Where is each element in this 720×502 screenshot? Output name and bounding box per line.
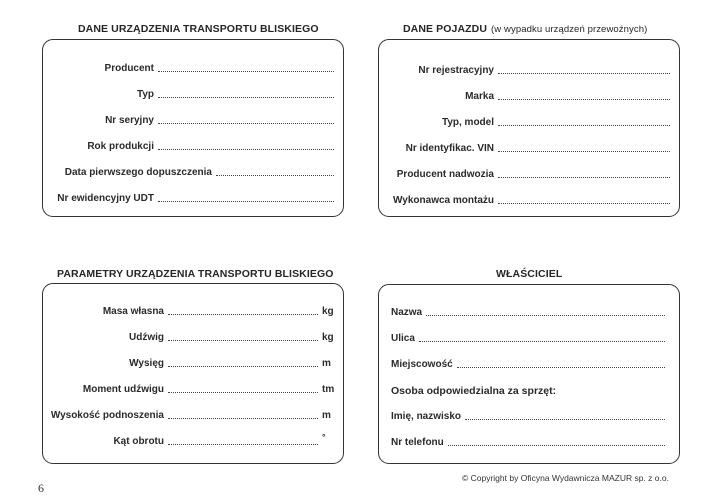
field-label: Miejscowość (391, 359, 453, 370)
fill-line[interactable] (158, 201, 334, 202)
field-label: Data pierwszego dopuszczenia (64, 167, 212, 178)
field-label: Rok produkcji (87, 141, 154, 152)
responsible-person-heading: Osoba odpowiedzialna za sprzęt: (391, 385, 557, 397)
owner-field-street[interactable] (391, 333, 665, 344)
vehicle-field-vin[interactable] (388, 143, 670, 154)
field-label: Nr ewidencyjny UDT (57, 193, 154, 204)
device-field-producer[interactable] (52, 63, 334, 74)
field-label: Kąt obrotu (113, 436, 164, 447)
field-label: Marka (465, 91, 494, 102)
owner-field-full-name[interactable] (391, 411, 665, 422)
device-field-type[interactable] (52, 89, 334, 100)
field-label: Wysięg (129, 358, 164, 369)
fill-line[interactable] (158, 123, 334, 124)
page-number: 6 (38, 481, 44, 495)
device-field-udt-number[interactable] (52, 193, 334, 204)
fill-line[interactable] (498, 203, 670, 204)
vehicle-section-title (403, 23, 647, 35)
field-label: Udźwig (129, 332, 164, 343)
vehicle-title: DANE POJAZDU (403, 23, 488, 35)
owner-field-name[interactable] (391, 307, 665, 318)
unit-label: m (322, 358, 331, 369)
fill-line[interactable] (448, 445, 665, 446)
fill-line[interactable] (168, 418, 318, 419)
fill-line[interactable] (426, 315, 665, 316)
unit-label: tm (322, 384, 335, 395)
param-field-lifting-height[interactable] (50, 410, 334, 421)
field-label: Nr rejestracyjny (418, 65, 494, 76)
fill-line[interactable] (158, 149, 334, 150)
vehicle-field-body-maker[interactable] (388, 169, 670, 180)
field-label: Masa własna (102, 306, 164, 317)
fill-line[interactable] (158, 97, 334, 98)
unit-label: ° (322, 432, 326, 442)
device-field-first-approval[interactable] (52, 167, 334, 178)
device-field-serial[interactable] (52, 115, 334, 126)
param-field-reach[interactable] (50, 358, 334, 369)
param-field-lifting-moment[interactable] (50, 384, 334, 395)
device-field-year[interactable] (52, 141, 334, 152)
fill-line[interactable] (168, 392, 318, 393)
field-label: Nazwa (391, 307, 423, 318)
unit-label: kg (322, 306, 334, 317)
fill-line[interactable] (498, 151, 670, 152)
fill-line[interactable] (465, 419, 665, 420)
field-label: Nr identyfikac. VIN (405, 143, 494, 154)
field-label: Moment udźwigu (82, 384, 164, 395)
field-label: Nr telefonu (391, 437, 444, 448)
owner-field-phone[interactable] (391, 437, 665, 448)
fill-line[interactable] (498, 99, 670, 100)
field-label: Wykonawca montażu (393, 195, 494, 206)
fill-line[interactable] (498, 177, 670, 178)
fill-line[interactable] (158, 71, 334, 72)
vehicle-field-installer[interactable] (388, 195, 670, 206)
field-label: Imię, nazwisko (391, 411, 462, 422)
owner-section-title: WŁAŚCICIEL (496, 268, 563, 280)
param-field-lifting-capacity[interactable] (50, 332, 334, 343)
copyright-notice: © Copyright by Oficyna Wydawnicza MAZUR sp. z o.o. (462, 473, 669, 483)
unit-label: m (322, 410, 331, 421)
field-label: Wysokość podnoszenia (50, 410, 164, 421)
param-field-own-mass[interactable] (50, 306, 334, 317)
device-section-title: DANE URZĄDZENIA TRANSPORTU BLISKIEGO (78, 23, 319, 35)
field-label: Producent nadwozia (396, 169, 494, 180)
vehicle-subtitle: (w wypadku urządzeń przewoźnych) (491, 24, 648, 35)
fill-line[interactable] (498, 125, 670, 126)
fill-line[interactable] (419, 341, 665, 342)
param-field-rotation-angle[interactable] (50, 432, 334, 447)
field-label: Typ (136, 89, 154, 100)
vehicle-field-registration[interactable] (388, 65, 670, 76)
fill-line[interactable] (498, 73, 670, 74)
field-label: Nr seryjny (105, 115, 154, 126)
vehicle-field-brand[interactable] (388, 91, 670, 102)
fill-line[interactable] (168, 314, 318, 315)
fill-line[interactable] (168, 444, 318, 445)
fill-line[interactable] (457, 367, 665, 368)
owner-field-city[interactable] (391, 359, 665, 370)
field-label: Typ, model (441, 117, 494, 128)
fill-line[interactable] (216, 175, 334, 176)
field-label: Producent (104, 63, 154, 74)
unit-label: kg (322, 332, 334, 343)
vehicle-field-model[interactable] (388, 117, 670, 128)
fill-line[interactable] (168, 340, 318, 341)
fill-line[interactable] (168, 366, 318, 367)
field-label: Ulica (391, 333, 415, 344)
parameters-section-title: PARAMETRY URZĄDZENIA TRANSPORTU BLISKIEGO (57, 268, 334, 280)
